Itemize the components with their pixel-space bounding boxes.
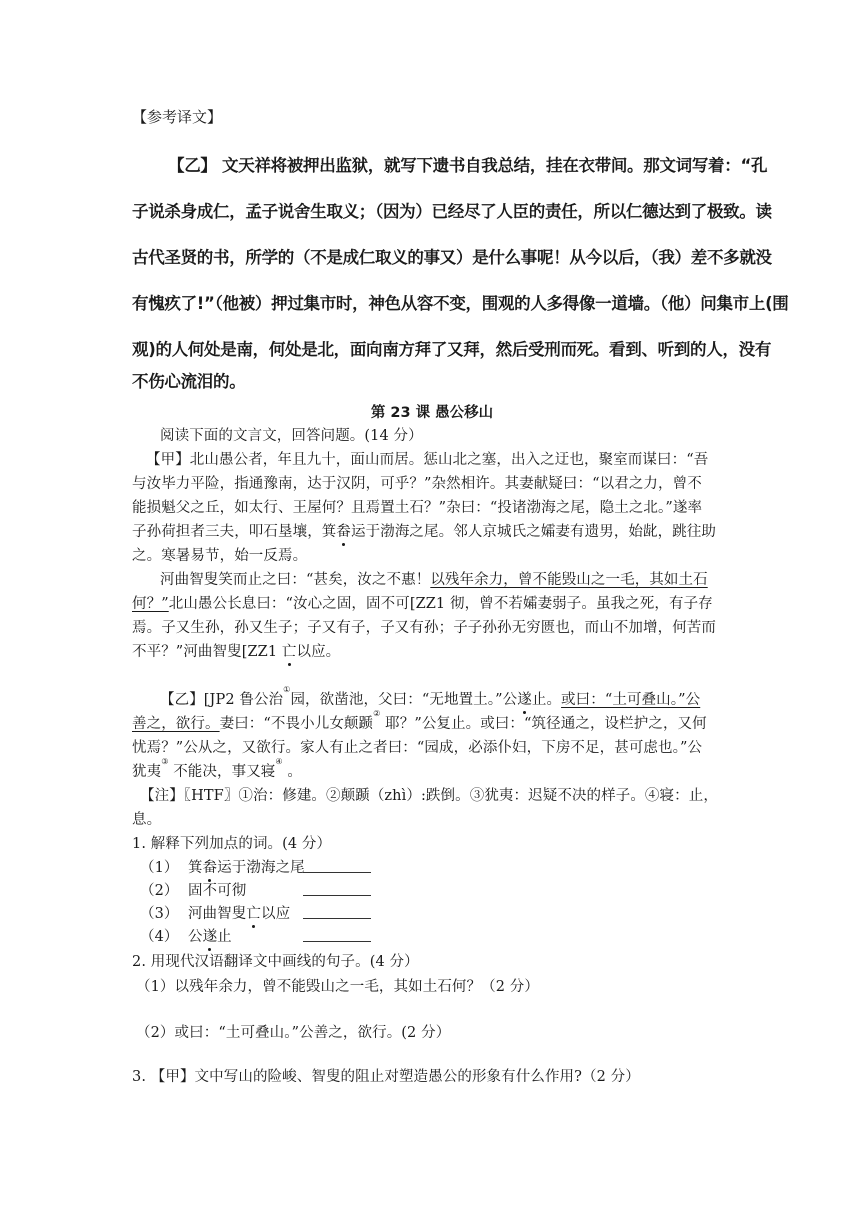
text-span: 箕 [187,860,203,876]
question-1-title: 1. 解释下列加点的词。(4 分） [132,836,332,852]
text-span: 子孙荷担者三夫，叩石垦壤，箕 [132,524,337,540]
item-number: （1） [140,860,179,876]
translation-line: 【乙】 文天祥将被押出监狱，就写下遗书自我总结，挂在衣带间。那文词写着：“孔 [168,156,768,175]
translation-line: 不伤心流泪的。 [132,372,246,391]
passage-yi-line [132,757,732,781]
text-span: 犹夷 [132,764,162,780]
notes-line: 【注】〖HTF〗①治：修建。②颠踬（zhì）:跌倒。③犹夷：迟疑不决的样子。④寝：止， [140,788,718,804]
dotted-word: 亡 [281,644,297,660]
answer-blank[interactable] [303,881,371,896]
passage-jia-line: 【甲】北山愚公者，年且九十，面山而居。惩山北之塞，出入之迂也，聚室而谋曰：“吾 [146,452,709,468]
text-span: 不能决，事又寝 [168,764,276,780]
passage-jia-line: 之。寒暑易节，始一反焉。 [132,548,308,564]
passage-jia-line [160,568,760,589]
passage-jia-line: 焉。子又生孙，孙又生子；子又有子，子又有孙；子子孙孙无穷匮也，而山不加增，何苦而 [132,620,716,636]
text-span: 北山愚公长息曰：“汝心之固，固不可[ZZ1 彻，曾不若孀妻弱子。虽我之死，有子存 [168,596,713,612]
reference-heading: 【参考译文】 [132,108,223,126]
item-number: （4） [140,929,179,945]
question-3-title: 3. 【甲】文中写山的险峻、智叟的阻止对塑造愚公的形象有什么作用?（2 分） [132,1069,640,1085]
question-2-title: 2. 用现代汉语翻译文中画线的句子。(4 分） [132,954,419,970]
footnote-mark: ③ [161,757,169,766]
footnote-mark: ① [283,685,291,694]
passage-jia-line [132,592,732,613]
passage-yi-line [160,685,760,709]
item-number: （2） [140,883,179,899]
text-span: 固不可彻 [187,883,247,899]
dotted-word: 畚 [202,860,218,876]
translation-line: 观)的人何处是南，何处是北，面向南方拜了又拜，然后受刑而死。看到、听到的人，没有 [132,340,772,359]
lesson-title: 第 23 课 愚公移山 [370,405,494,421]
underlined-sentence: 何？” [132,596,169,612]
text-span: 。 [282,764,302,780]
footnote-mark: ④ [275,757,283,766]
question-1-item [140,856,740,877]
dotted-word: 遂 [517,692,532,708]
text-span: 止 [217,929,232,945]
passage-jia-line: 与汝毕力平险，指通豫南，达于汉阴，可乎？”杂然相许。其妻献疑曰：“以君之力，曾不 [132,476,702,492]
translation-line: 有愧疚了!”（他被）押过集市时，神色从容不变，围观的人多得像一道墙。（他）问集市上(围 [132,294,789,313]
translation-line: 子说杀身成仁，孟子说舍生取义；（因为）已经尽了人臣的责任，所以仁德达到了极致。读 [132,202,772,221]
text-span: 运于渤海之尾 [217,860,305,876]
underlined-sentence: 以残年余力，曾不能毁山之一毛，其如土石 [430,572,708,588]
passage-jia-line: 能损魁父之丘，如太行、王屋何？且焉置土石？”杂曰：“投诸渤海之尾，隐土之北。”遂率 [132,500,703,516]
underlined-sentence: 善之，欲行。 [132,716,220,732]
text-span: 河曲智叟笑而止之曰：“甚矣，汝之不惠！ [160,572,431,588]
text-span: 妻曰：“不畏小儿女颠踬 [219,716,374,732]
text-span: 园，欲凿池，父曰：“无地置土。”公 [290,692,518,708]
text-span: 运于渤海之尾。邻人京城氏之孀妻有遗男，始龀，跳往助 [351,524,717,540]
dotted-word: 畚 [336,524,352,540]
answer-blank[interactable] [303,927,371,942]
notes-line: 息。 [132,812,162,828]
text-span: 公 [187,929,203,945]
text-span: 河曲智叟 [187,906,247,922]
question-1-item [140,902,740,923]
passage-jia-line [132,640,732,661]
text-span: 以应 [260,906,291,922]
question-1-item [140,925,740,946]
text-span: 不平？”河曲智叟[ZZ1 [132,644,282,660]
passage-jia-line [132,520,732,541]
passage-yi-line: 忧焉？”公从之，又欲行。家人有止之者曰：“园成，必添仆妇，下房不足，甚可虑也。”公 [132,740,703,756]
answer-blank[interactable] [303,904,371,919]
question-2-sentence: （2）或曰：“土可叠山。”公善之，欲行。(2 分） [136,1025,451,1041]
dotted-word: 亡 [246,906,261,922]
question-2-sentence: （1）以残年余力，曾不能毁山之一毛，其如土石何？（2 分） [136,979,539,995]
passage-yi-line [132,709,732,733]
text-span: 【乙】[JP2 鲁公治 [160,692,284,708]
text-span: 止。 [531,692,562,708]
reading-instruction: 阅读下面的文言文，回答问题。(14 分） [160,428,423,444]
footnote-mark: ② [373,709,381,718]
item-number: （3） [140,906,179,922]
text-span: 以应。 [296,644,341,660]
underlined-sentence: 或曰：“土可叠山。”公 [561,692,701,708]
answer-blank[interactable] [303,858,371,873]
translation-line: 古代圣贤的书，所学的（不是成仁取义的事又）是什么事呢！从今以后，（我）差不多就没 [132,248,772,267]
text-span: 耶？”公复止。或曰：“筑径通之，设栏护之，又何 [380,716,707,732]
question-1-item [140,879,740,900]
dotted-word: 遂 [202,929,218,945]
